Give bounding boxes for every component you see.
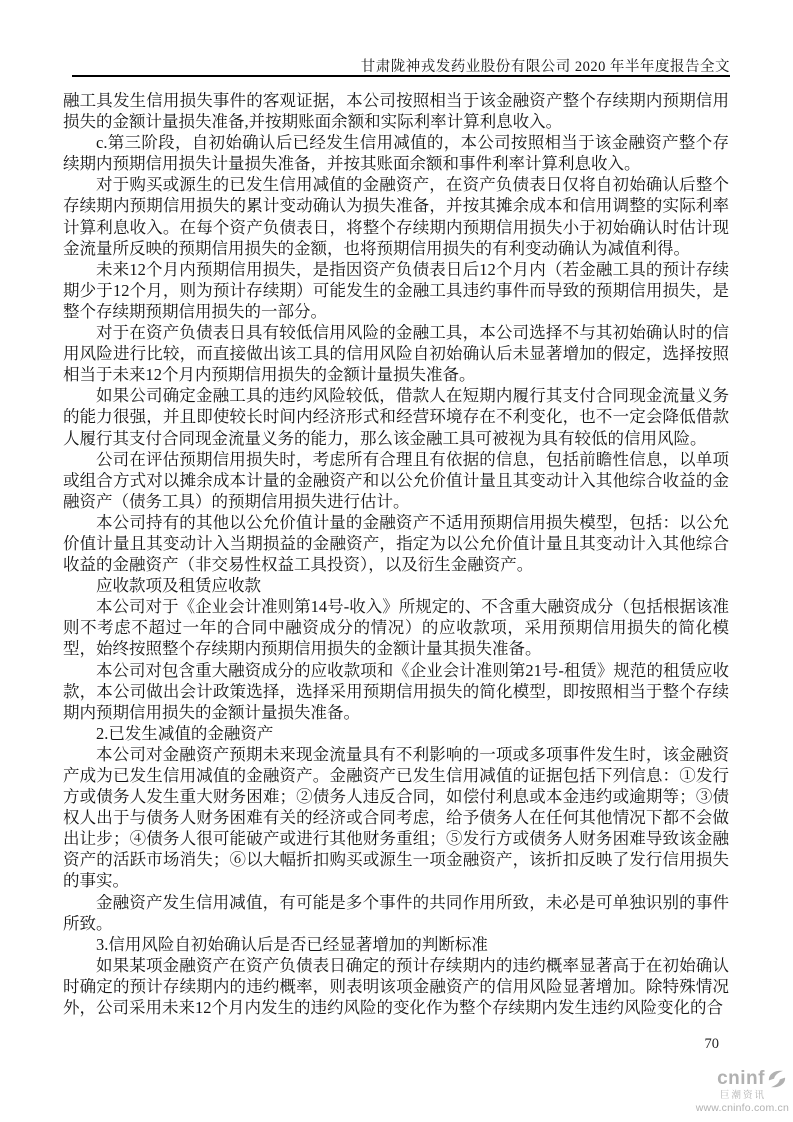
paragraph: 金融资产发生信用减值，有可能是多个事件的共同作用所致，未必是可单独识别的事件所致。 (63, 892, 729, 933)
header-rule (72, 75, 730, 77)
paragraph: 对于购买或源生的已发生信用减值的金融资产，在资产负债表日仅将自初始确认后整个存续期内预期信用损失的累计变动确认为损失准备，并按其摊余成本和信用调整的实际利率计算利息收入。在每个资产负债表日，将整个存续期内预期信用损失小于初始确认时估计现金流量所反映的预期信用损失的金额，也将预期信用损失的有利变动确认为减值利得。 (63, 175, 729, 258)
logo-top-row (672, 1068, 790, 1090)
header-title: 甘肃陇神戎发药业股份有限公司 2020 年半年度报告全文 (360, 59, 730, 75)
paragraph: 如果公司确定金融工具的违约风险较低，借款人在短期内履行其支付合同现金流量义务的能力很强，并且即使较长时间内经济形式和经营环境存在不利变化，也不一定会降低借款人履行其支付合同现金流量义务的能力，那么该金融工具可被视为具有较低的信用风险。 (63, 386, 729, 448)
cninfo-logo (672, 1068, 790, 1114)
paragraph: 未来12个月内预期信用损失，是指因资产负债表日后12个月内（若金融工具的预计存续期少于12个月，则为预计存续期）可能发生的金融工具违约事件而导致的预期信用损失，是整个存续期预期信用损失的一部分。 (63, 259, 729, 321)
paragraph: 本公司对包含重大融资成分的应收款项和《企业会计准则第21号-租赁》规范的租赁应收款，本公司做出会计政策选择，选择采用预期信用损失的简化模型，即按照相当于整个存续期内预期信用损失的金额计量损失准备。 (63, 660, 729, 722)
cninfo-swirl-icon (766, 1068, 788, 1090)
paragraph: 对于在资产负债表日具有较低信用风险的金融工具，本公司选择不与其初始确认时的信用风险进行比较，而直接做出该工具的信用风险自初始确认后未显著增加的假定，选择按照相当于未来12个月内预期信用损失的金额计量损失准备。 (63, 323, 729, 385)
paragraph: 如果某项金融资产在资产负债表日确定的预计存续期内的违约概率显著高于在初始确认时确定的预计存续期内的违约概率，则表明该项金融资产的信用风险显著增加。除特殊情况外，公司采用未来12个月内发生的违约风险的变化作为整个存续期内发生违约风险变化的合 (63, 955, 729, 1018)
paragraph: 本公司持有的其他以公允价值计量的金融资产不适用预期信用损失模型，包括：以公允价值计量且其变动计入当期损益的金融资产，指定为以公允价值计量且其变动计入其他综合收益的金融资产（非交易性权益工具投资），以及衍生金融资产。 (63, 512, 729, 575)
paragraph: 公司在评估预期信用损失时，考虑所有合理且有依据的信息，包括前瞻性信息，以单项或组合方式对以摊余成本计量的金融资产和以公允价值计量且其变动计入其他综合收益的金融资产（债务工具）的预期信用损失进行估计。 (63, 449, 729, 511)
paragraph: 3.信用风险自初始确认后是否已经显著增加的判断标准 (96, 934, 488, 954)
logo-brand-text: cninf (717, 1068, 765, 1090)
paragraph: 本公司对金融资产预期未来现金流量具有不利影响的一项或多项事件发生时，该金融资产成为已发生信用减值的金融资产。金融资产已发生信用减值的证据包括下列信息：①发行方或债务人发生重大财务困难；②债务人违反合同，如偿付利息或本金违约或逾期等；③债权人出于与债务人财务困难有关的经济或合同考虑，给予债务人在任何其他情况下都不会做出让步；④债务人很可能破产或进行其他财务重组；⑤发行方或债务人财务困难导致该金融资产的活跃市场消失；⑥以大幅折扣购买或源生一项金融资产，该折扣反映了发行信用损失的事实。 (63, 744, 729, 891)
paragraph: 2.已发生减值的金融资产 (96, 723, 274, 743)
paragraph: c.第三阶段，自初始确认后已经发生信用减值的，本公司按照相当于该金融资产整个存续期内预期信用损失计量损失准备，并按其账面余额和事件利率计算利息收入。 (63, 133, 729, 174)
paragraph: 应收款项及租赁应收款 (96, 576, 261, 596)
logo-url: www.cninfo.com.cn (695, 1101, 789, 1114)
paragraph: 融工具发生信用损失事件的客观证据，本公司按照相当于该金融资产整个存续期内预期信用损失的金额计量损失准备,并按期账面余额和实际利率计算利息收入。 (63, 91, 729, 132)
page-header (63, 55, 730, 76)
page-number: 70 (704, 1036, 719, 1052)
logo-chinese-name: 巨潮资讯 (719, 1090, 766, 1102)
document-body (63, 90, 729, 1018)
paragraph: 本公司对于《企业会计准则第14号-收入》所规定的、不含重大融资成分（包括根据该准则不考虑不超过一年的合同中融资成分的情况）的应收款项，采用预期信用损失的简化模型，始终按照整个存续期内预期信用损失的金额计量其损失准备。 (63, 597, 729, 659)
